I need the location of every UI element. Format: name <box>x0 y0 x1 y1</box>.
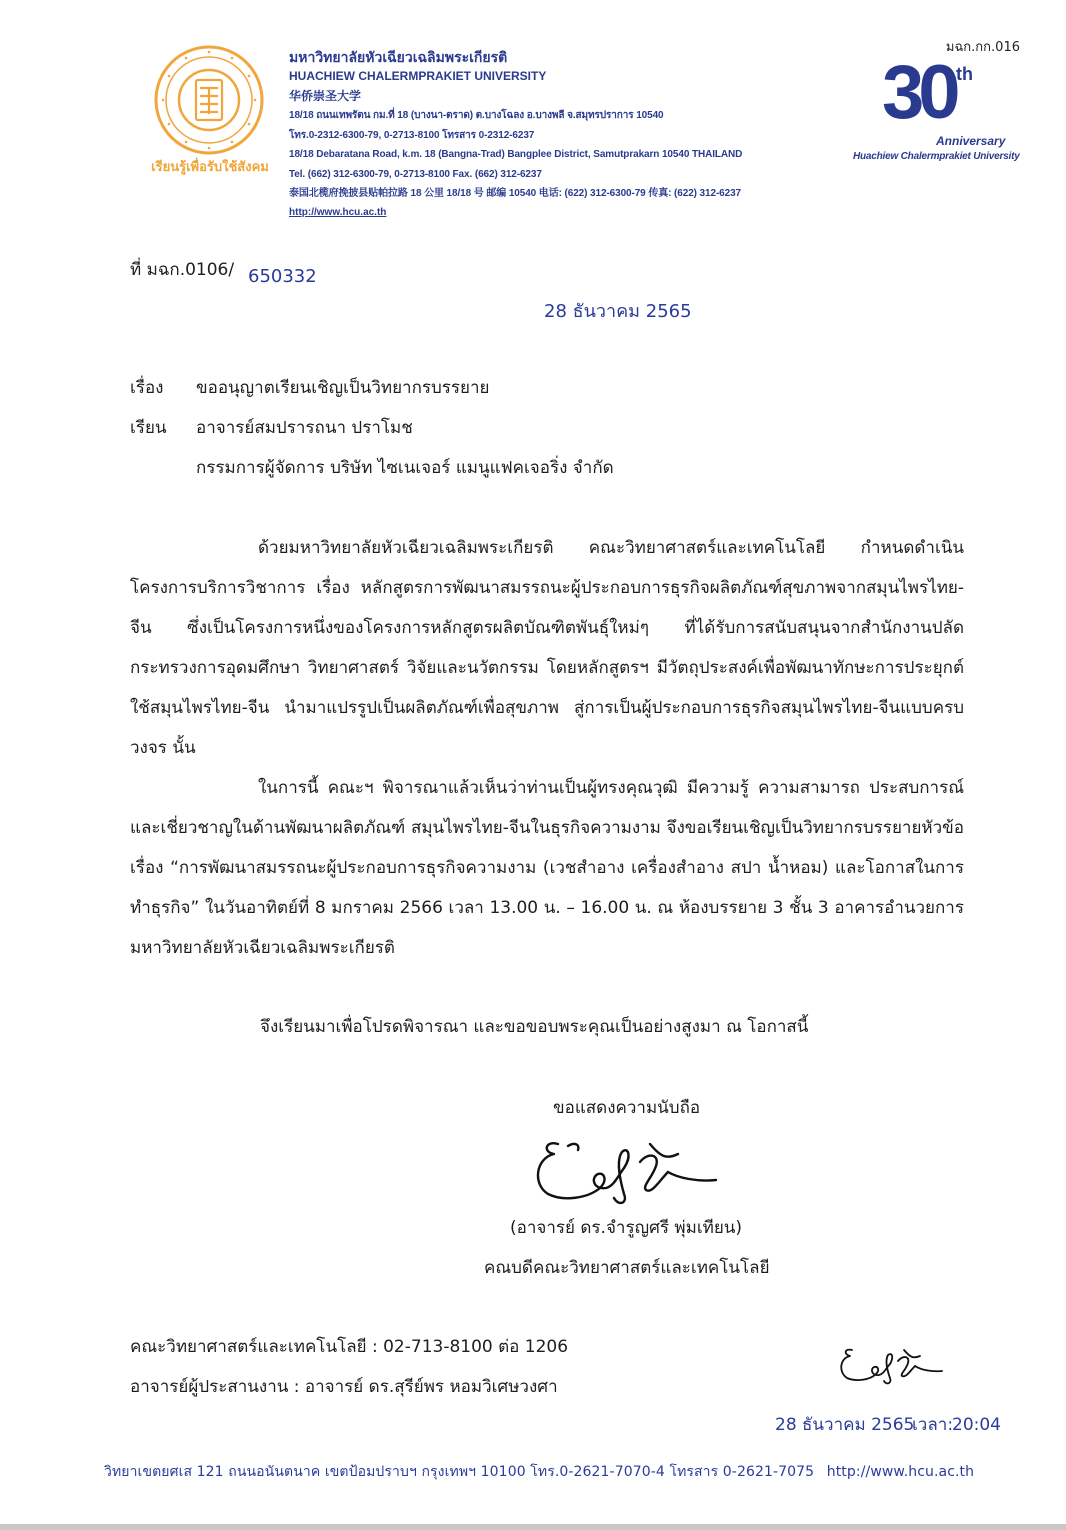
signer-title: คณบดีคณะวิทยาศาสตร์และเทคโนโลยี <box>484 1258 770 1278</box>
subject-label: เรื่อง <box>130 378 164 398</box>
address-english: 18/18 Debaratana Road, k.m. 18 (Bangna-Trad) Bangplee District, Samutprakarn 10540 THAILAND <box>289 149 743 160</box>
anniversary-suffix: th <box>956 64 973 84</box>
form-code: มฉก.กก.016 <box>945 40 1020 55</box>
reference-number: 650332 <box>248 266 317 287</box>
signer-name: (อาจารย์ ดร.จำรูญศรี พุ่มเทียน) <box>510 1218 743 1238</box>
body-paragraph-2: ในการนี้ คณะฯ พิจารณาแล้วเห็นว่าท่านเป็นผู้ทรงคุณวุฒิ มีความรู้ ความสามารถ ประสบการณ์และเชี่ยวชาญในด้านพัฒนาผลิตภัณฑ์ สมุนไพรไทย-จีนในธุรกิจความงาม จึงขอเรียนเชิญเป็นวิทยากรบรรยายหัวข้อเรื่อง “การพัฒนาสมรรถนะผู้ประกอบการธุรกิจความงาม (เวชสำอาง เครื่องสำอาง สปา น้ำหอม) และโอกาสในการทำธุรกิจ” ในวันอาทิตย์ที่ 8 มกราคม 2566 เวลา 13.00 น. – 16.00 น. ณ ห้องบรรยาย 3 ชั้น 3 อาคารอำนวยการ มหาวิทยาลัยหัวเฉียวเฉลิมพระเกียรติ <box>130 778 964 958</box>
subject-text: ขออนุญาตเรียนเชิญเป็นวิทยากรบรรยาย <box>196 378 490 398</box>
footer-website-link[interactable]: http://www.hcu.ac.th <box>826 1464 975 1480</box>
stamp-date: 28 ธันวาคม 2565 <box>775 1415 915 1435</box>
university-name-thai: มหาวิทยาลัยหัวเฉียวเฉลิมพระเกียรติ <box>289 49 508 65</box>
reference-label: ที่ มฉก.0106/ <box>130 260 235 280</box>
letter-date: 28 ธันวาคม 2565 <box>544 301 692 322</box>
anniversary-word: Anniversary <box>936 134 1006 148</box>
page-bottom-edge <box>0 1524 1066 1530</box>
recipient-name: อาจารย์สมปรารถนา ปราโมช <box>196 418 413 438</box>
university-name-chinese: 华侨崇圣大学 <box>289 89 362 103</box>
university-letterhead <box>289 47 849 222</box>
faculty-contact: คณะวิทยาศาสตร์และเทคโนโลยี : 02-713-8100 ต่อ 1206 <box>130 1337 569 1357</box>
closing-sentence: จึงเรียนมาเพื่อโปรดพิจารณา และขอขอบพระคุณเป็นอย่างสูงมา ณ โอกาสนี้ <box>260 1017 809 1037</box>
university-name-english: HUACHIEW CHALERMPRAKIET UNIVERSITY <box>289 69 547 83</box>
footer <box>104 1461 974 1483</box>
letter-body <box>130 528 964 968</box>
recipient-label: เรียน <box>130 418 167 438</box>
phone-english: Tel. (662) 312-6300-79, 0-2713-8100 Fax. (662) 312-6237 <box>289 168 542 180</box>
logo-motto: เรียนรู้เพื่อรับใช้สังคม <box>151 159 269 174</box>
stamp-time: 20:04 <box>952 1415 1001 1435</box>
approval-signature-small <box>836 1344 948 1388</box>
footer-address: วิทยาเขตยศเส 121 ถนนอนันตนาค เขตป้อมปราบฯ กรุงเทพฯ 10100 โทร.0-2621-7070-4 โทรสาร 0-2621-7075 <box>104 1464 815 1480</box>
coordinator-contact: อาจารย์ผู้ประสานงาน : อาจารย์ ดร.สุรีย์พร หอมวิเศษวงศา <box>130 1377 558 1397</box>
anniversary-university: Huachiew Chalermprakiet University <box>853 151 1020 162</box>
anniversary-logo <box>850 50 1028 172</box>
stamp-time-label: เวลา: <box>912 1415 954 1435</box>
university-seal-logo <box>146 44 272 184</box>
recipient-position: กรรมการผู้จัดการ บริษัท ไซเนเจอร์ แมนูแฟคเจอริ่ง จำกัด <box>196 458 614 478</box>
university-website-link[interactable]: http://www.hcu.ac.th <box>289 206 387 218</box>
address-thai: 18/18 ถนนเทพรัตน กม.ที่ 18 (บางนา-ตราด) ต.บางโฉลง อ.บางพลี จ.สมุทรปราการ 10540 <box>289 110 664 121</box>
regards-text: ขอแสดงความนับถือ <box>553 1098 701 1118</box>
phone-thai: โทร.0-2312-6300-79, 0-2713-8100 โทรสาร 0-2312-6237 <box>289 129 535 141</box>
body-paragraph-1: ด้วยมหาวิทยาลัยหัวเฉียวเฉลิมพระเกียรติ คณะวิทยาศาสตร์และเทคโนโลยี กำหนดดำเนินโครงการบริการวิชาการ เรื่อง หลักสูตรการพัฒนาสมรรถนะผู้ประกอบการธุรกิจผลิตภัณฑ์สุขภาพจากสมุนไพรไทย-จีน ซึ่งเป็นโครงการหนึ่งของโครงการหลักสูตรผลิตบัณฑิตพันธุ์ใหม่ๆ ที่ได้รับการสนับสนุนจากสำนักงานปลัดกระทรวงการอุดมศึกษา วิทยาศาสตร์ วิจัยและนวัตกรรม โดยหลักสูตรฯ มีวัตถุประสงค์เพื่อพัฒนาทักษะการประยุกต์ใช้สมุนไพรไทย-จีน นำมาแปรรูปเป็นผลิตภัณฑ์เพื่อสุขภาพ สู่การเป็นผู้ประกอบการธุรกิจสมุนไพรไทย-จีนแบบครบวงจร นั้น <box>130 538 964 758</box>
anniversary-number: 30 <box>882 50 955 135</box>
address-chinese: 泰国北榄府挽披县贴帕拉路 18 公里 18/18 号 邮编 10540 电话: (622) 312-6300-79 传真: (622) 312-6237 <box>289 188 742 199</box>
dean-signature <box>528 1132 728 1212</box>
